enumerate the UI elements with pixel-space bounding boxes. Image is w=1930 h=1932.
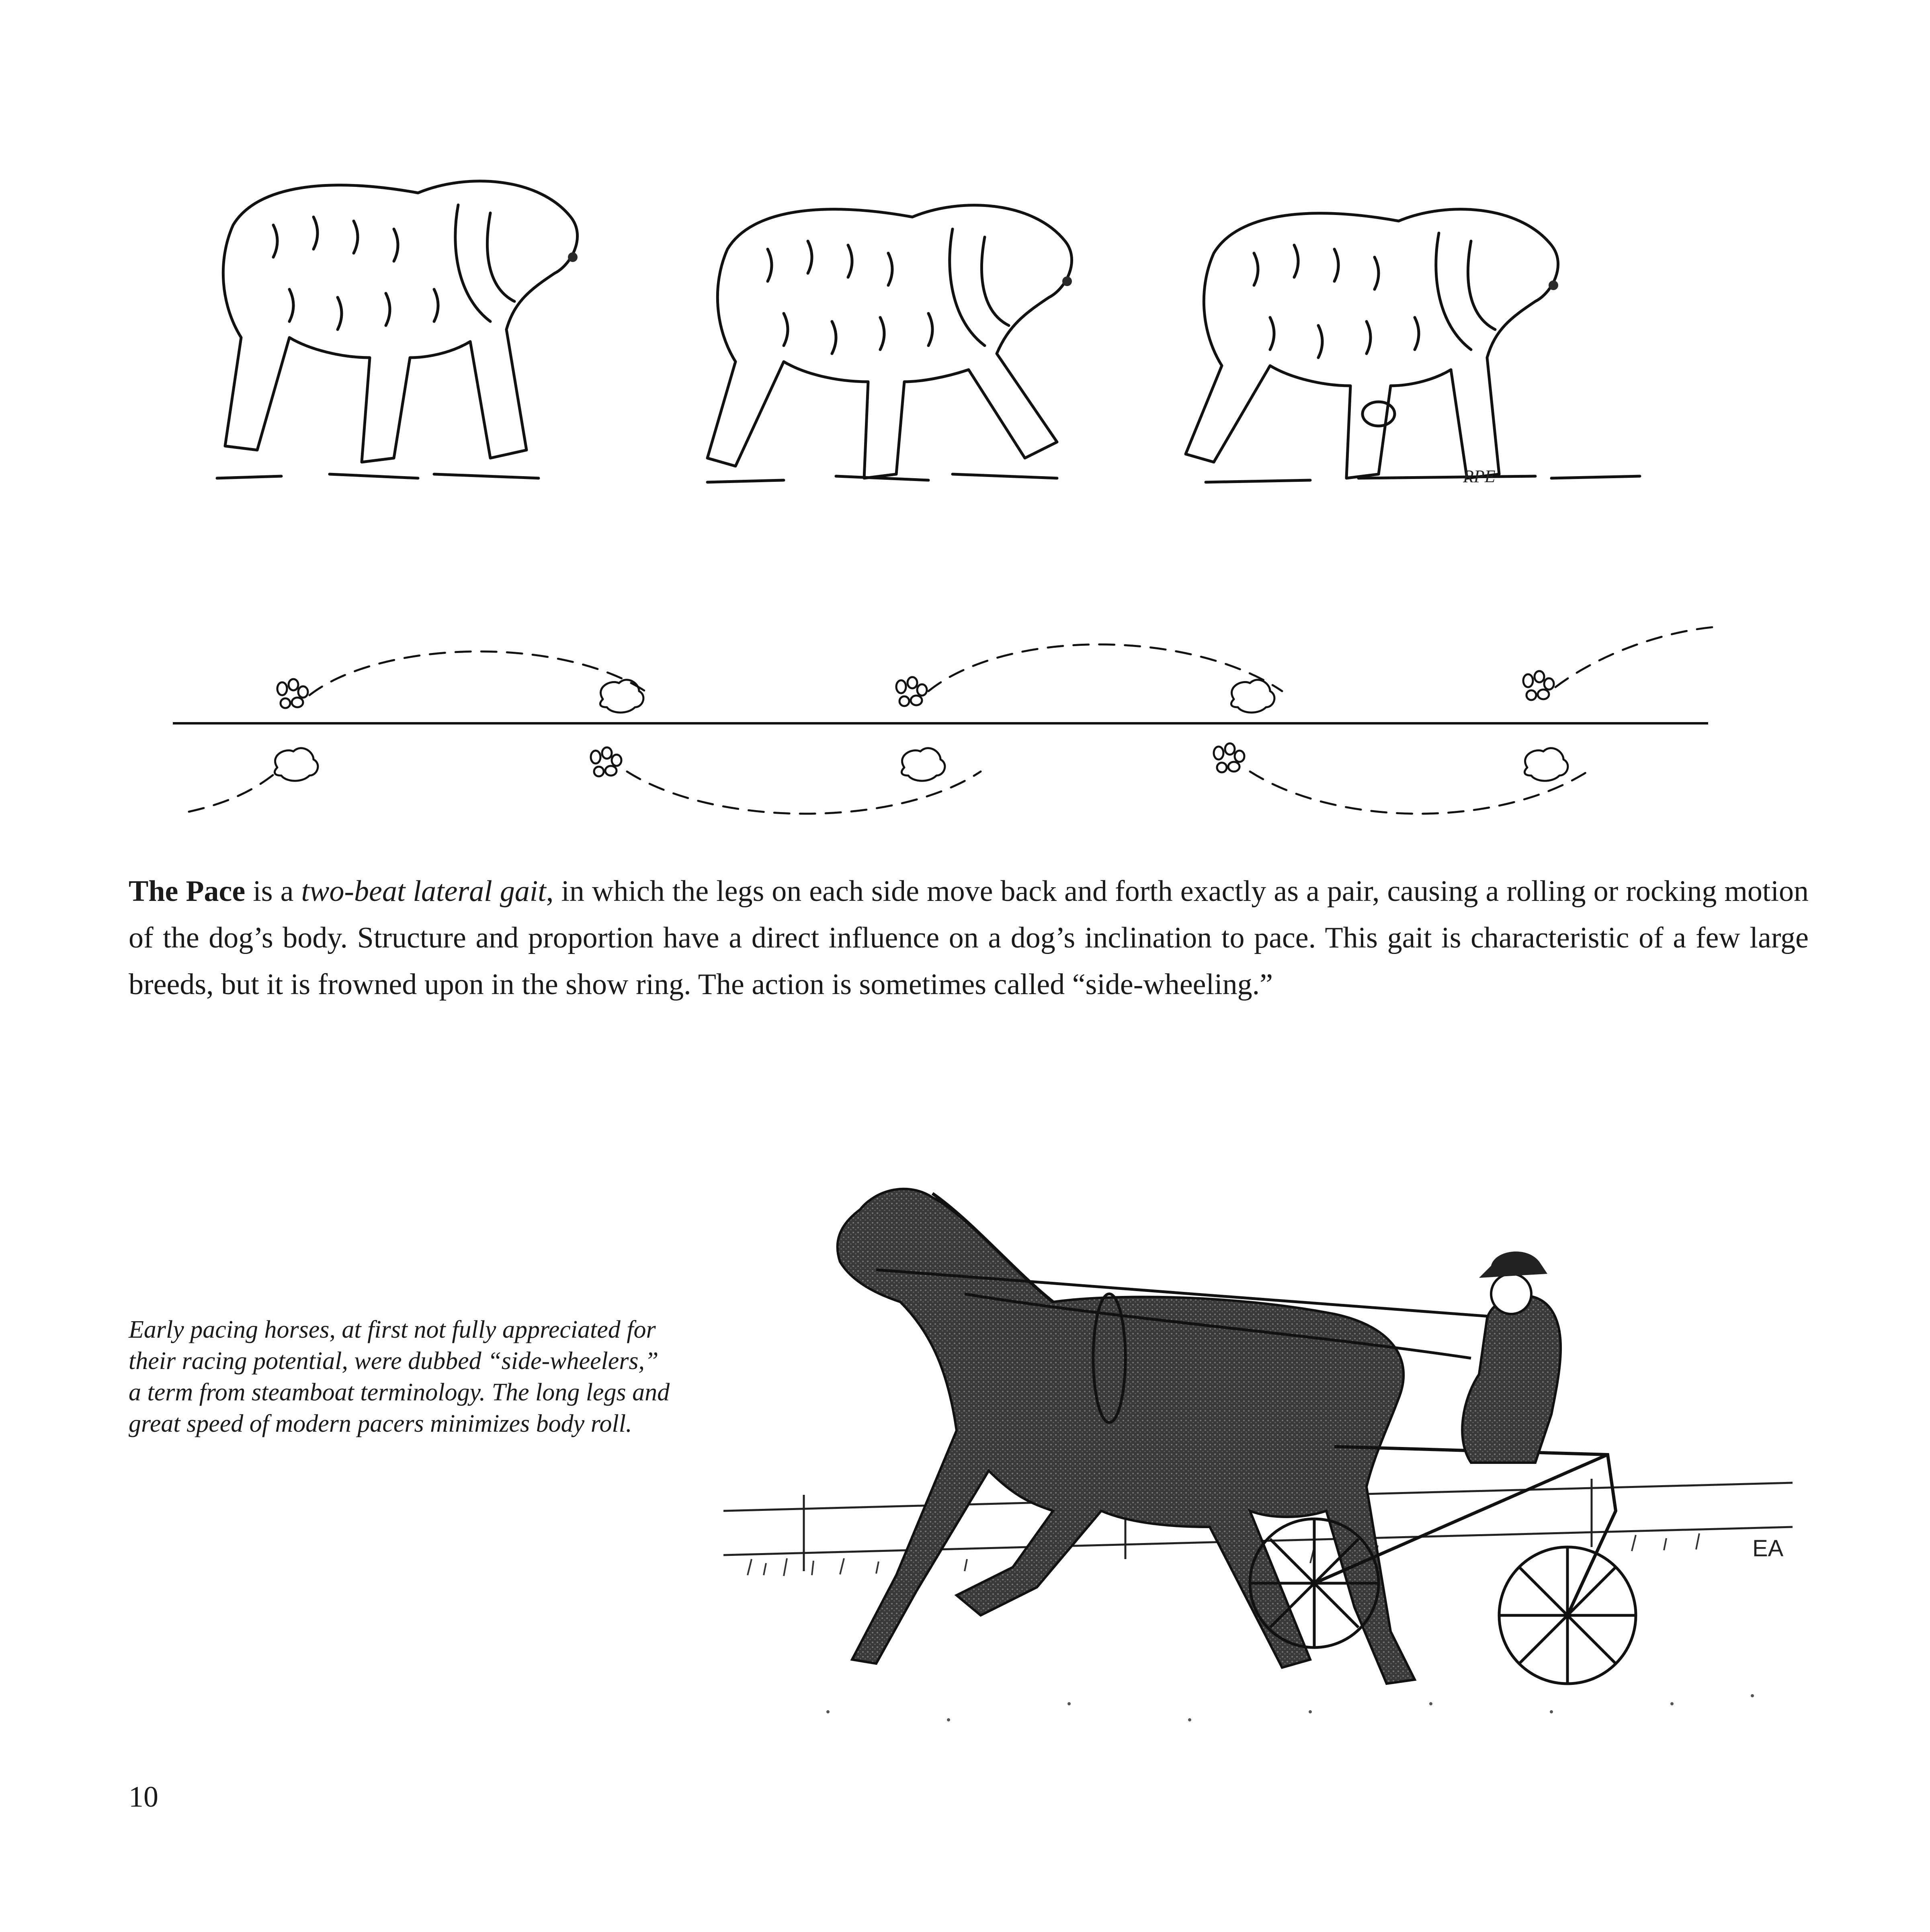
upper-arc-path bbox=[309, 627, 1716, 695]
horse-body bbox=[838, 1189, 1415, 1684]
paw-prints-lower bbox=[275, 743, 1567, 781]
paw-print-hind bbox=[600, 680, 643, 712]
term-the-pace: The Pace bbox=[129, 875, 246, 908]
artist-signature-horse: EA bbox=[1752, 1535, 1784, 1562]
caption-line-3: a term from steamboat terminology. The long legs and bbox=[129, 1379, 670, 1406]
pace-footfall-diagram bbox=[173, 603, 1724, 828]
term-two-beat-lateral-gait: two-beat lateral gait bbox=[301, 875, 546, 908]
paw-print-front bbox=[591, 747, 621, 776]
paw-print-front bbox=[1523, 671, 1554, 700]
paw-print-hind bbox=[275, 748, 318, 781]
caption-line-1: Early pacing horses, at first not fully appreciated for bbox=[129, 1316, 656, 1343]
paw-print-hind bbox=[1524, 748, 1567, 781]
artist-signature-dogs: RPE bbox=[1463, 467, 1496, 486]
horse-caption bbox=[129, 1314, 756, 1439]
paw-print-hind bbox=[901, 748, 945, 781]
sheepdog-figure-3 bbox=[1186, 209, 1640, 482]
sheepdog-figure-1 bbox=[217, 181, 578, 478]
pace-description-paragraph bbox=[129, 868, 1809, 1008]
lower-arc-path bbox=[189, 772, 1588, 814]
caption-line-4: great speed of modern pacers minimizes body roll. bbox=[129, 1410, 632, 1437]
sheepdog-pacing-illustration bbox=[209, 169, 1704, 506]
paragraph-text-1: is a bbox=[245, 875, 301, 908]
track-dirt bbox=[826, 1694, 1754, 1721]
caption-line-2: their racing potential, were dubbed “side-wheelers,” bbox=[129, 1347, 659, 1375]
driver bbox=[1462, 1252, 1561, 1463]
paw-print-front bbox=[896, 677, 927, 706]
paw-print-front bbox=[1214, 743, 1244, 772]
paw-prints-upper bbox=[277, 671, 1554, 712]
paw-print-front bbox=[277, 679, 308, 708]
paw-print-hind bbox=[1231, 680, 1274, 712]
page-number: 10 bbox=[129, 1781, 158, 1813]
sheepdog-figure-2 bbox=[707, 205, 1072, 482]
paragraph-text-2: , in which the legs on each side move back and forth exactly as a pair, causing a rolling or rocking motion of the dog’s body. Structure and proportion have a direct influence on a dog’s inclination to pace. This gait is characteristic of a few large breeds, but it is frowned upon in the show ring. The action is sometimes called “side-wheeling.” bbox=[129, 875, 1809, 1001]
pacing-horse-sulky-illustration bbox=[707, 1149, 1817, 1776]
